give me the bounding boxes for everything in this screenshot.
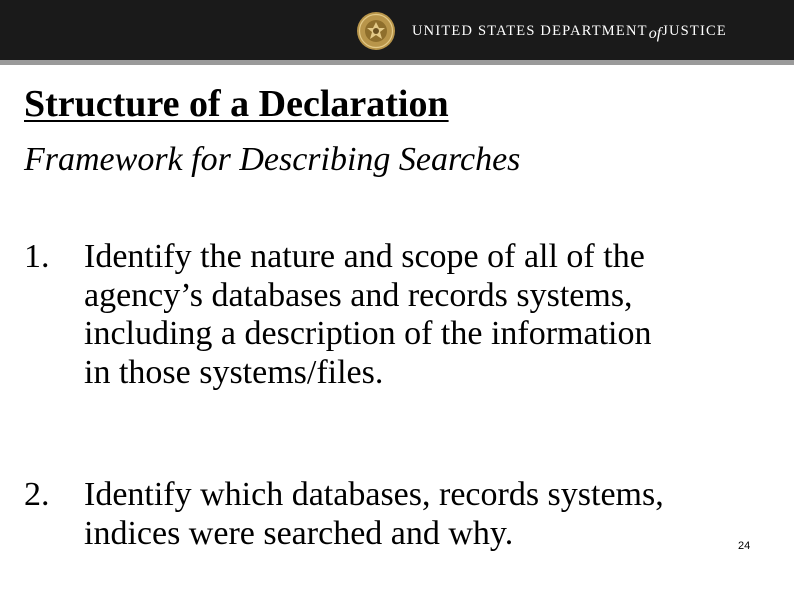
agency-name-part1: UNITED STATES DEPARTMENT xyxy=(412,23,648,39)
list-item-line: agency’s databases and records systems, xyxy=(84,276,633,314)
list-item-number: 1. xyxy=(24,238,50,275)
list-item-line: including a description of the information xyxy=(84,315,652,352)
list-item-text xyxy=(84,476,664,553)
page-number: 24 xyxy=(738,540,751,552)
slide-title: Structure of a Declaration xyxy=(24,83,449,125)
slide-subtitle: Framework for Describing Searches xyxy=(24,141,521,178)
list-item-line: indices were searched and why. xyxy=(84,514,514,552)
doj-seal-icon xyxy=(356,11,396,51)
header-divider xyxy=(0,60,794,65)
list-item-line: in those systems/files. xyxy=(84,353,384,391)
list-item-line: Identify which databases, records systems, xyxy=(84,476,664,513)
agency-name-part2: JUSTICE xyxy=(662,23,727,39)
list-item-text xyxy=(84,238,651,392)
agency-name xyxy=(412,23,727,42)
agency-name-of: of xyxy=(648,25,662,42)
header-bar xyxy=(0,0,794,60)
list-item-number: 2. xyxy=(24,476,50,513)
list-item-line: Identify the nature and scope of all of the xyxy=(84,238,645,275)
